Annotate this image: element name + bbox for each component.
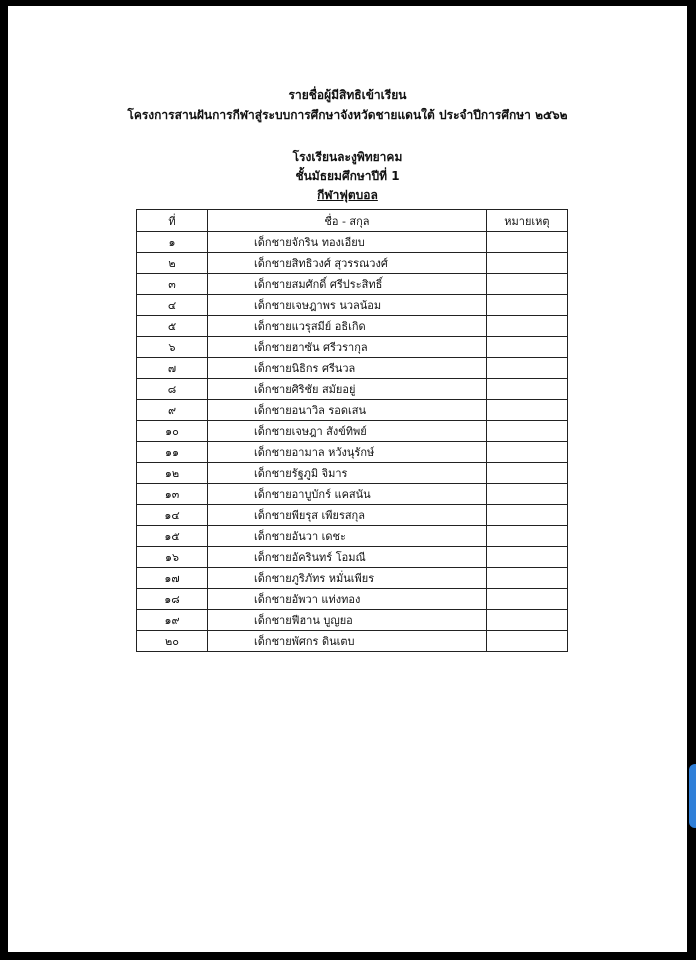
student-name: เด็กชายจักริน ทองเอียบ	[208, 232, 487, 253]
header-name: ชื่อ - สกุล	[208, 210, 487, 232]
table-row	[137, 610, 568, 631]
row-number: ๑	[137, 232, 208, 253]
student-name: เด็กชายสิทธิวงศ์ สุวรรณวงศ์	[208, 253, 487, 274]
row-number: ๓	[137, 274, 208, 295]
table-row	[137, 526, 568, 547]
table-row	[137, 484, 568, 505]
row-note	[486, 421, 567, 442]
row-note	[486, 232, 567, 253]
student-table	[136, 209, 568, 652]
row-number: ๑๗	[137, 568, 208, 589]
row-note	[486, 274, 567, 295]
row-number: ๗	[137, 358, 208, 379]
row-number: ๒	[137, 253, 208, 274]
student-name: เด็กชายฟีฮาน บูญยอ	[208, 610, 487, 631]
row-number: ๑๑	[137, 442, 208, 463]
table-row	[137, 295, 568, 316]
student-name: เด็กชายภูริภัทร หมั่นเพียร	[208, 568, 487, 589]
row-number: ๑๘	[137, 589, 208, 610]
row-note	[486, 463, 567, 484]
table-row	[137, 589, 568, 610]
row-note	[486, 547, 567, 568]
table-row	[137, 442, 568, 463]
student-name: เด็กชายอัพวา แท่งทอง	[208, 589, 487, 610]
row-note	[486, 526, 567, 547]
row-note	[486, 631, 567, 652]
table-row	[137, 547, 568, 568]
row-number: ๕	[137, 316, 208, 337]
student-name: เด็กชายอามาล หวังนุรักษ์	[208, 442, 487, 463]
table-row	[137, 253, 568, 274]
row-number: ๑๐	[137, 421, 208, 442]
table-row	[137, 631, 568, 652]
table-row	[137, 274, 568, 295]
student-name: เด็กชายนิธิกร ศรีนวล	[208, 358, 487, 379]
row-note	[486, 337, 567, 358]
sport-name: กีฬาฟุตบอล	[317, 188, 378, 202]
row-note	[486, 505, 567, 526]
row-note	[486, 379, 567, 400]
row-note	[486, 253, 567, 274]
row-number: ๑๔	[137, 505, 208, 526]
table-row	[137, 337, 568, 358]
row-number: ๘	[137, 379, 208, 400]
student-name: เด็กชายศิริชัย สมัยอยู่	[208, 379, 487, 400]
student-name: เด็กชายเจษฎาพร นวลน้อม	[208, 295, 487, 316]
edge-scroll-tab[interactable]	[689, 764, 696, 828]
row-note	[486, 358, 567, 379]
row-number: ๑๒	[137, 463, 208, 484]
row-number: ๔	[137, 295, 208, 316]
project-title: โครงการสานฝันการกีฬาสู่ระบบการศึกษาจังหวัดชายแดนใต้ ประจำปีการศึกษา ๒๕๖๒	[127, 108, 568, 122]
student-name: เด็กชายอนาวิล รอดเสน	[208, 400, 487, 421]
row-note	[486, 568, 567, 589]
student-name: เด็กชายรัฐภูมิ จิมาร	[208, 463, 487, 484]
student-name: เด็กชายพียรุส เพียรสกุล	[208, 505, 487, 526]
row-note	[486, 442, 567, 463]
row-note	[486, 316, 567, 337]
student-name: เด็กชายฮาซัน ศรีวรากุล	[208, 337, 487, 358]
table-row	[137, 568, 568, 589]
document-page	[8, 6, 687, 952]
student-name: เด็กชายอาบูบักร์ แคสนัน	[208, 484, 487, 505]
row-number: ๖	[137, 337, 208, 358]
table-row	[137, 358, 568, 379]
table-row	[137, 232, 568, 253]
row-note	[486, 484, 567, 505]
row-note	[486, 400, 567, 421]
row-note	[486, 589, 567, 610]
row-number: ๑๖	[137, 547, 208, 568]
student-name: เด็กชายอัครินทร์ โอมณี	[208, 547, 487, 568]
row-number: ๑๓	[137, 484, 208, 505]
row-number: ๒๐	[137, 631, 208, 652]
student-name: เด็กชายเจษฎา สังข์ทิพย์	[208, 421, 487, 442]
table-header-row	[137, 210, 568, 232]
grade-level: ชั้นมัธยมศึกษาปีที่ 1	[295, 169, 400, 183]
row-number: ๑๙	[137, 610, 208, 631]
header-note: หมายเหตุ	[486, 210, 567, 232]
row-number: ๑๕	[137, 526, 208, 547]
header-no: ที่	[137, 210, 208, 232]
document-title: รายชื่อผู้มีสิทธิเข้าเรียน	[288, 88, 407, 102]
table-row	[137, 400, 568, 421]
student-name: เด็กชายสมศักดิ์ ศรีประสิทธิ์	[208, 274, 487, 295]
table-body	[137, 232, 568, 652]
table-row	[137, 379, 568, 400]
table-row	[137, 421, 568, 442]
row-note	[486, 610, 567, 631]
table-row	[137, 463, 568, 484]
row-note	[486, 295, 567, 316]
student-name: เด็กชายพัศกร ดินเตบ	[208, 631, 487, 652]
school-name: โรงเรียนละงูพิทยาคม	[292, 150, 403, 164]
student-name: เด็กชายอันวา เดชะ	[208, 526, 487, 547]
row-number: ๙	[137, 400, 208, 421]
table-row	[137, 505, 568, 526]
student-name: เด็กชายแวรุสมีย์ อธิเกิด	[208, 316, 487, 337]
table-row	[137, 316, 568, 337]
